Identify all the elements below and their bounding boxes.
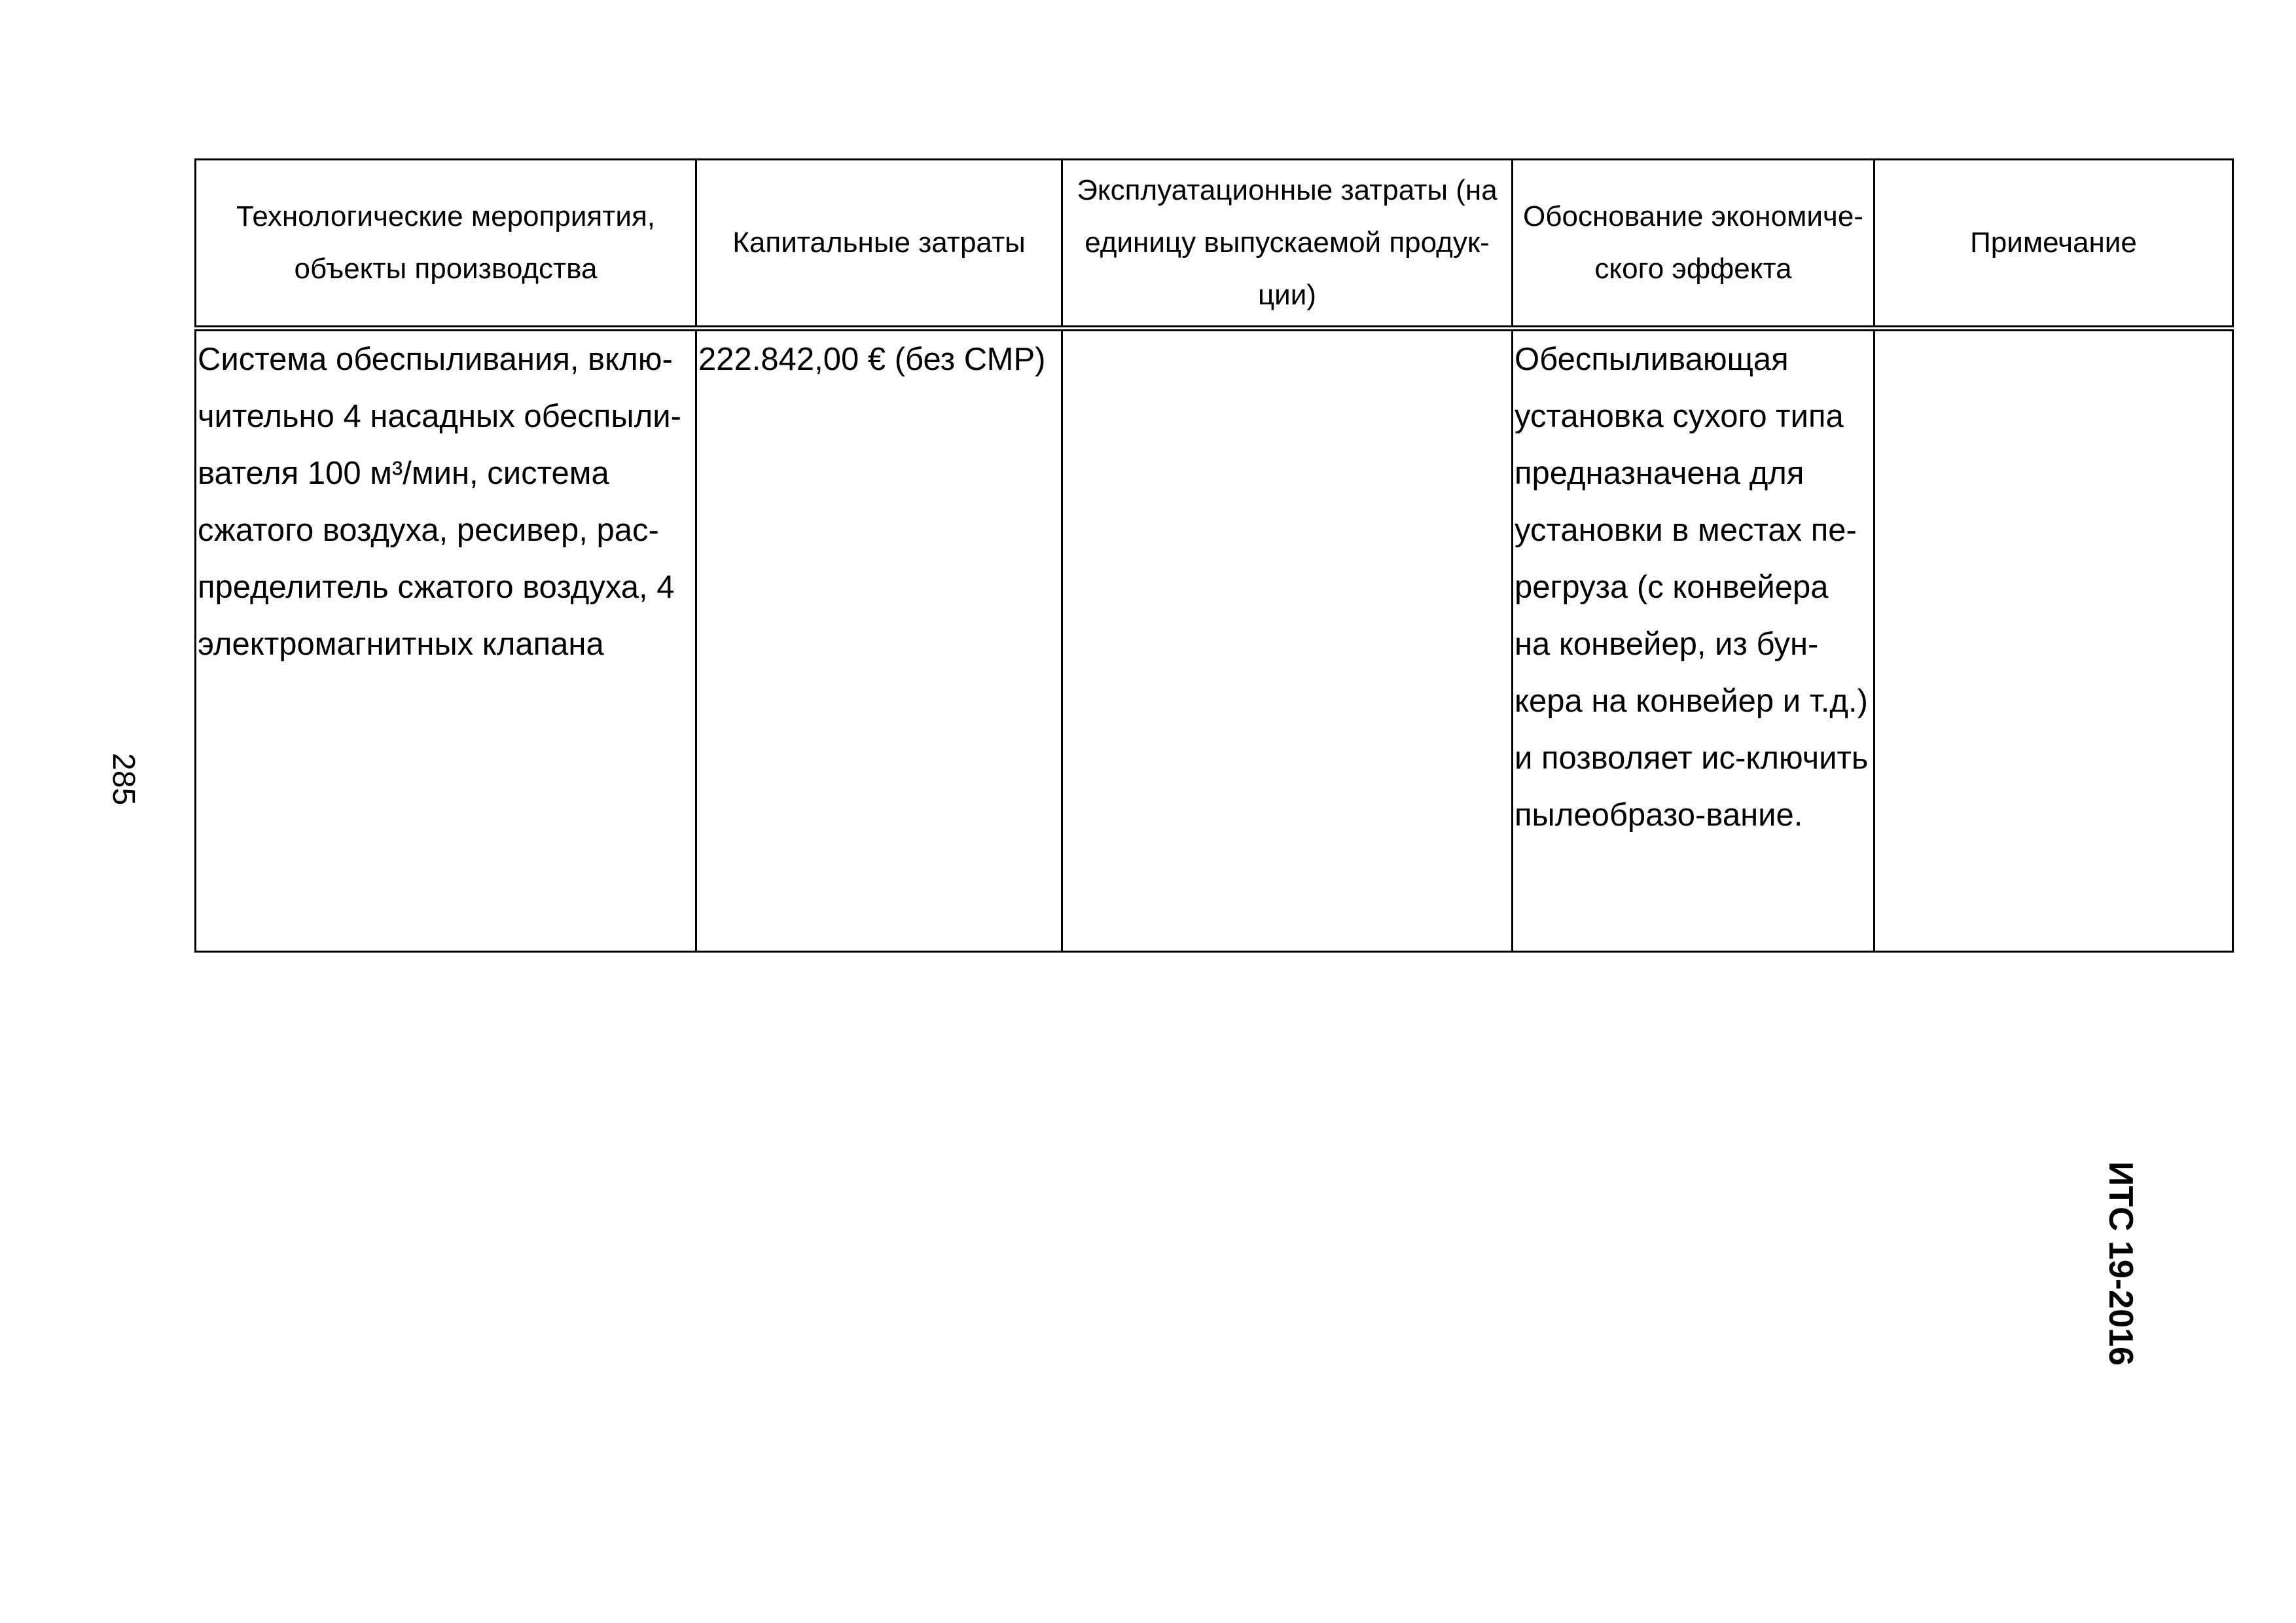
header-operating-costs: Эксплуатационные затраты (на единицу выпускаемой продук-ции) (1062, 160, 1513, 329)
cell-text: 222.842,00 € (без СМР) (698, 342, 1046, 377)
cell-text: Система обеспыливания, вклю-чительно 4 насадных обеспыли-вателя 100 м³/мин, система сжатого воздуха, ресивер, рас-пределитель сжатого воздуха, 4 электромагнитных клапана (198, 342, 681, 662)
header-economic-justification: Обоснование экономиче-ского эффекта (1513, 160, 1874, 329)
table-header-row (196, 160, 2233, 329)
cell-operating-costs (1062, 329, 1513, 952)
cell-capital-costs (696, 329, 1062, 952)
header-capital-costs: Капитальные затраты (696, 160, 1062, 329)
cell-economic-justification (1513, 329, 1874, 952)
measures-table-wrap (194, 158, 2232, 953)
cell-text: Обеспыливающая установка сухого типа предназначена для установки в местах пе-регруза (с конвейера на конвейер, из бун-кера на конвейер и т.д.) и позволяет ис-ключить пылеобразо-вание. (1515, 342, 1869, 833)
header-measures: Технологические мероприятия, объекты производства (196, 160, 696, 329)
cell-measures (196, 329, 696, 952)
cell-note (1874, 329, 2233, 952)
measures-table (194, 158, 2234, 953)
table-row (196, 329, 2233, 952)
page-number: 285 (106, 753, 141, 806)
document-code: ИТС 19-2016 (2102, 1161, 2140, 1366)
header-note: Примечание (1874, 160, 2233, 329)
